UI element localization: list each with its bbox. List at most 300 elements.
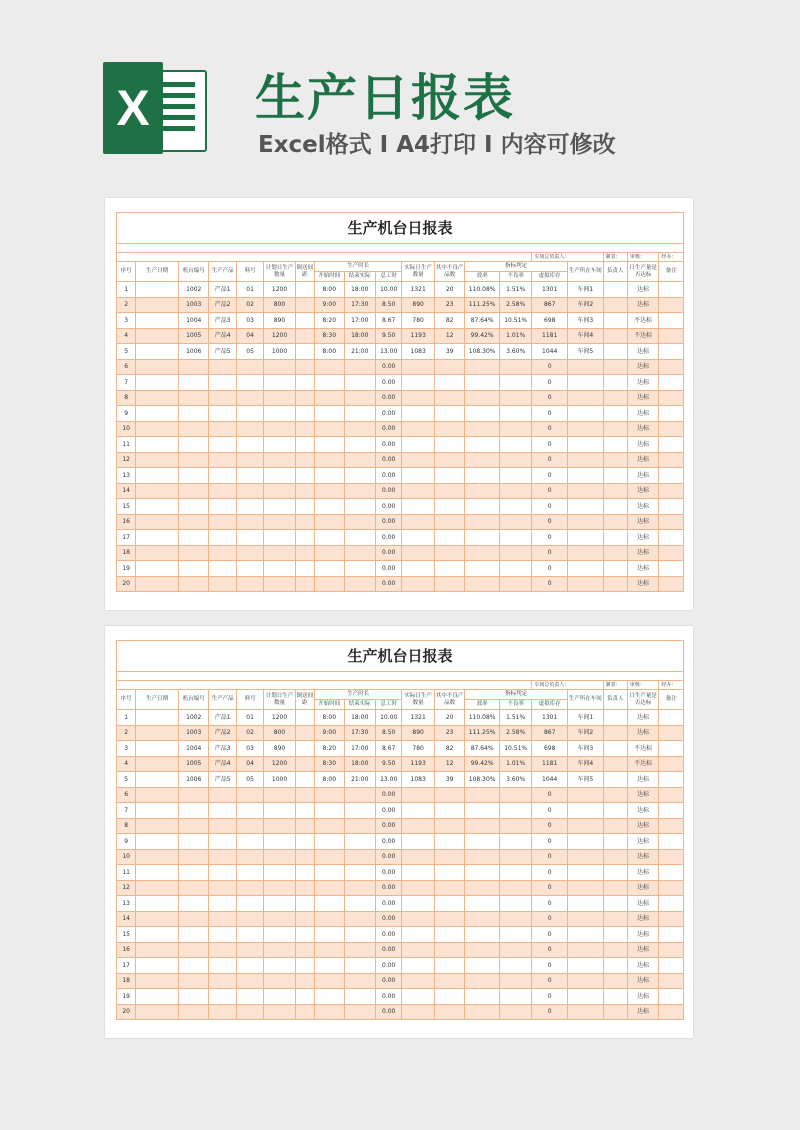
cell-defect-rate [499,865,532,881]
cell-efficiency [465,958,500,974]
cell-planned [264,390,295,406]
header-duration: 生产时长 [315,262,402,272]
cell-product: 产品4 [209,328,236,344]
cell-date [136,468,179,484]
table-title: 生产机台日报表 [117,213,684,244]
cell-defect-rate [499,958,532,974]
cell-end [344,865,375,881]
cell-start [315,911,344,927]
cell-machine [178,803,208,819]
production-report-table [116,212,684,592]
cell-date [136,927,179,943]
cell-seq: 11 [117,865,136,881]
cell-start [315,880,344,896]
cell-machine [178,359,208,375]
cell-target-met: 达标 [627,818,658,834]
cell-remark [659,576,684,592]
cell-stock: 0 [532,437,568,453]
cell-actual [402,834,435,850]
cell-end [344,437,375,453]
cell-material [236,514,263,530]
cell-material: 05 [236,344,263,360]
cell-defect-rate [499,390,532,406]
header-start: 开始时间 [315,700,344,710]
cell-actual: 890 [402,725,435,741]
cell-hours: 0.00 [376,406,402,422]
cell-hours: 0.00 [376,958,402,974]
cell-target-met: 达标 [627,530,658,546]
cell-remark [659,499,684,515]
cell-seq: 5 [117,344,136,360]
cell-actual: 780 [402,313,435,329]
cell-defects: 39 [434,772,464,788]
cell-workshop [567,818,603,834]
cell-actual [402,545,435,561]
cell-start: 8:00 [315,344,344,360]
cell-target-met: 不达标 [627,756,658,772]
cell-planned: 1200 [264,328,295,344]
cell-material [236,499,263,515]
cell-defects [434,927,464,943]
cell-defect-rate [499,530,532,546]
cell-stock: 0 [532,911,568,927]
cell-defect-rate [499,818,532,834]
cell-product [209,421,236,437]
cell-efficiency [465,927,500,943]
cell-date [136,359,179,375]
cell-planned: 1000 [264,344,295,360]
cell-material [236,468,263,484]
cell-actual: 1193 [402,756,435,772]
cell-start: 9:00 [315,725,344,741]
cell-workshop: 车间1 [567,710,603,726]
cell-hours: 0.00 [376,989,402,1005]
cell-end: 17:00 [344,741,375,757]
cell-owner [603,725,627,741]
cell-efficiency [465,1004,500,1020]
cell-defects: 12 [434,328,464,344]
cell-planned [264,803,295,819]
cell-planned [264,849,295,865]
cell-machine [178,483,208,499]
cell-owner [603,911,627,927]
banner-title: 生产日报表 [255,69,515,127]
cell-machine [178,545,208,561]
header-total-hours: 总工时 [376,700,402,710]
cell-defect-rate [499,452,532,468]
cell-changeover [295,756,314,772]
cell-seq: 18 [117,973,136,989]
header-planned-qty: 计划日生产数量 [264,690,295,710]
cell-hours: 0.00 [376,1004,402,1020]
cell-changeover [295,849,314,865]
cell-owner [603,1004,627,1020]
cell-hours: 0.00 [376,561,402,577]
cell-target-met: 达标 [627,499,658,515]
cell-seq: 15 [117,927,136,943]
table-row [117,927,684,943]
cell-changeover [295,328,314,344]
cell-owner [603,741,627,757]
cell-target-met: 达标 [627,973,658,989]
cell-hours: 0.00 [376,803,402,819]
header-product: 生产产品 [209,690,236,710]
cell-material [236,849,263,865]
cell-hours: 0.00 [376,942,402,958]
cell-owner [603,958,627,974]
cell-workshop [567,911,603,927]
cell-start [315,468,344,484]
cell-owner [603,942,627,958]
cell-target-met: 达标 [627,468,658,484]
cell-actual: 1193 [402,328,435,344]
cell-owner [603,803,627,819]
cell-stock: 0 [532,803,568,819]
cell-material [236,880,263,896]
cell-defect-rate [499,973,532,989]
cell-workshop [567,834,603,850]
cell-planned: 1000 [264,772,295,788]
cell-workshop: 车间3 [567,741,603,757]
cell-changeover [295,818,314,834]
cell-seq: 16 [117,942,136,958]
cell-efficiency [465,911,500,927]
cell-planned [264,787,295,803]
cell-remark [659,297,684,313]
cell-machine [178,499,208,515]
cell-stock: 0 [532,958,568,974]
cell-remark [659,725,684,741]
cell-planned [264,865,295,881]
cell-product [209,973,236,989]
cell-owner [603,896,627,912]
cell-workshop [567,406,603,422]
cell-end: 17:30 [344,725,375,741]
cell-defects [434,561,464,577]
table-row [117,865,684,881]
table-row [117,359,684,375]
cell-hours: 10.00 [376,710,402,726]
cell-target-met: 达标 [627,483,658,499]
cell-seq: 10 [117,421,136,437]
table-row [117,421,684,437]
cell-end [344,880,375,896]
cell-planned [264,483,295,499]
cell-defect-rate: 3.60% [499,344,532,360]
cell-defect-rate [499,787,532,803]
cell-efficiency: 108.30% [465,344,500,360]
cell-target-met: 不达标 [627,328,658,344]
cell-machine [178,437,208,453]
cell-start [315,787,344,803]
cell-hours: 8.67 [376,313,402,329]
cell-target-met: 达标 [627,421,658,437]
cell-actual [402,437,435,453]
header-date: 生产日期 [136,690,179,710]
cell-planned [264,834,295,850]
cell-product: 产品3 [209,313,236,329]
cell-efficiency [465,359,500,375]
cell-actual [402,1004,435,1020]
cell-end [344,818,375,834]
cell-machine [178,942,208,958]
cell-start: 8:20 [315,313,344,329]
cell-hours: 10.00 [376,282,402,298]
excel-logo-letter: X [103,62,163,154]
cell-stock: 1181 [532,756,568,772]
cell-product [209,561,236,577]
cell-end [344,499,375,515]
cell-remark [659,973,684,989]
cell-changeover [295,483,314,499]
header-virtual-stock: 虚拟库存 [532,700,568,710]
cell-stock: 0 [532,359,568,375]
cell-stock: 0 [532,499,568,515]
cell-owner [603,865,627,881]
cell-material: 02 [236,725,263,741]
cell-stock: 0 [532,865,568,881]
cell-defects [434,958,464,974]
cell-workshop: 车间2 [567,297,603,313]
table-row [117,390,684,406]
cell-planned: 1200 [264,282,295,298]
cell-owner [603,756,627,772]
cell-material [236,452,263,468]
cell-start [315,1004,344,1020]
cell-planned [264,421,295,437]
cell-hours: 13.00 [376,344,402,360]
cell-defect-rate [499,942,532,958]
cell-seq: 4 [117,328,136,344]
cell-changeover [295,989,314,1005]
cell-date [136,344,179,360]
cell-start [315,865,344,881]
cell-target-met: 达标 [627,989,658,1005]
cell-workshop: 车间5 [567,344,603,360]
cell-remark [659,561,684,577]
cell-material [236,911,263,927]
cell-owner [603,989,627,1005]
cell-defect-rate [499,803,532,819]
cell-stock: 0 [532,390,568,406]
cell-stock: 0 [532,452,568,468]
header-planned-qty: 计划日生产数量 [264,262,295,282]
cell-machine [178,576,208,592]
cell-remark [659,989,684,1005]
cell-date [136,530,179,546]
cell-hours: 0.00 [376,375,402,391]
cell-seq: 16 [117,514,136,530]
cell-planned [264,818,295,834]
table-row [117,514,684,530]
cell-workshop [567,483,603,499]
cell-defects [434,390,464,406]
cell-defects: 20 [434,282,464,298]
cell-seq: 12 [117,452,136,468]
cell-start [315,849,344,865]
cell-defect-rate [499,437,532,453]
header-start: 开始时间 [315,272,344,282]
cell-owner [603,406,627,422]
cell-remark [659,896,684,912]
cell-planned [264,880,295,896]
cell-changeover [295,452,314,468]
cell-defect-rate: 2.58% [499,725,532,741]
cell-seq: 1 [117,710,136,726]
cell-workshop [567,375,603,391]
cell-changeover [295,927,314,943]
cell-target-met: 达标 [627,927,658,943]
cell-defect-rate: 1.01% [499,328,532,344]
cell-product [209,942,236,958]
cell-efficiency: 99.42% [465,756,500,772]
cell-changeover [295,359,314,375]
cell-defects [434,896,464,912]
cell-stock: 0 [532,849,568,865]
header-remark: 备注 [659,690,684,710]
cell-changeover [295,772,314,788]
cell-hours: 0.00 [376,865,402,881]
cell-stock: 1044 [532,772,568,788]
cell-target-met: 达标 [627,297,658,313]
cell-product [209,787,236,803]
cell-actual [402,803,435,819]
cell-defects [434,530,464,546]
cell-owner [603,359,627,375]
cell-end: 18:00 [344,756,375,772]
cell-workshop [567,865,603,881]
cell-material [236,437,263,453]
cell-machine [178,973,208,989]
cell-target-met: 达标 [627,896,658,912]
cell-product [209,483,236,499]
cell-seq: 19 [117,561,136,577]
header-end: 结束实际 [344,272,375,282]
table-row [117,328,684,344]
table-row [117,545,684,561]
cell-efficiency [465,375,500,391]
cell-hours: 0.00 [376,390,402,406]
table-row [117,989,684,1005]
cell-defect-rate: 10.51% [499,313,532,329]
header-duration: 生产时长 [315,690,402,700]
cell-target-met: 达标 [627,452,658,468]
cell-machine: 1006 [178,344,208,360]
cell-planned [264,452,295,468]
cell-start [315,989,344,1005]
cell-remark [659,359,684,375]
cell-hours: 13.00 [376,772,402,788]
header-changeover: 倒送间距 [295,262,314,282]
cell-seq: 13 [117,896,136,912]
cell-end [344,973,375,989]
cell-machine [178,896,208,912]
cell-machine [178,989,208,1005]
cell-material [236,483,263,499]
cell-product [209,390,236,406]
cell-efficiency [465,561,500,577]
cell-efficiency [465,942,500,958]
cell-target-met: 达标 [627,561,658,577]
header-workshop: 生产所在车间 [567,262,603,282]
cell-product: 产品1 [209,710,236,726]
cell-planned [264,576,295,592]
cell-hours: 9.50 [376,756,402,772]
cell-product [209,437,236,453]
cell-date [136,911,179,927]
cell-workshop [567,973,603,989]
cell-planned [264,942,295,958]
cell-efficiency [465,514,500,530]
cell-date [136,421,179,437]
header-machine-no: 机台编号 [178,262,208,282]
header-owner: 负责人 [603,690,627,710]
cell-seq: 2 [117,297,136,313]
table-row [117,942,684,958]
cell-end [344,849,375,865]
cell-remark [659,421,684,437]
cell-seq: 6 [117,359,136,375]
cell-start [315,958,344,974]
cell-product [209,406,236,422]
cell-hours: 8.50 [376,297,402,313]
cell-stock: 0 [532,421,568,437]
header-changeover: 倒送间距 [295,690,314,710]
cell-product: 产品2 [209,297,236,313]
header-seq: 序号 [117,690,136,710]
cell-defects [434,818,464,834]
cell-start [315,359,344,375]
cell-hours: 0.00 [376,499,402,515]
cell-seq: 1 [117,282,136,298]
cell-remark [659,437,684,453]
cell-stock: 698 [532,313,568,329]
cell-remark [659,406,684,422]
cell-machine [178,787,208,803]
cell-workshop [567,787,603,803]
cell-changeover [295,911,314,927]
cell-material [236,375,263,391]
cell-defects [434,483,464,499]
cell-material [236,787,263,803]
cell-material [236,545,263,561]
cell-workshop: 车间2 [567,725,603,741]
cell-owner [603,483,627,499]
cell-product [209,1004,236,1020]
cell-changeover [295,880,314,896]
cell-target-met: 达标 [627,911,658,927]
cell-date [136,849,179,865]
table-row [117,530,684,546]
cell-start [315,499,344,515]
cell-actual [402,880,435,896]
cell-machine: 1004 [178,741,208,757]
cell-machine [178,452,208,468]
cell-date [136,710,179,726]
cell-defect-rate [499,989,532,1005]
cell-stock: 0 [532,530,568,546]
cell-end: 18:00 [344,710,375,726]
cell-seq: 9 [117,834,136,850]
cell-seq: 3 [117,313,136,329]
cell-machine [178,849,208,865]
cell-hours: 0.00 [376,576,402,592]
cell-date [136,834,179,850]
table-row [117,741,684,757]
cell-actual: 780 [402,741,435,757]
cell-defects [434,989,464,1005]
cell-actual [402,989,435,1005]
